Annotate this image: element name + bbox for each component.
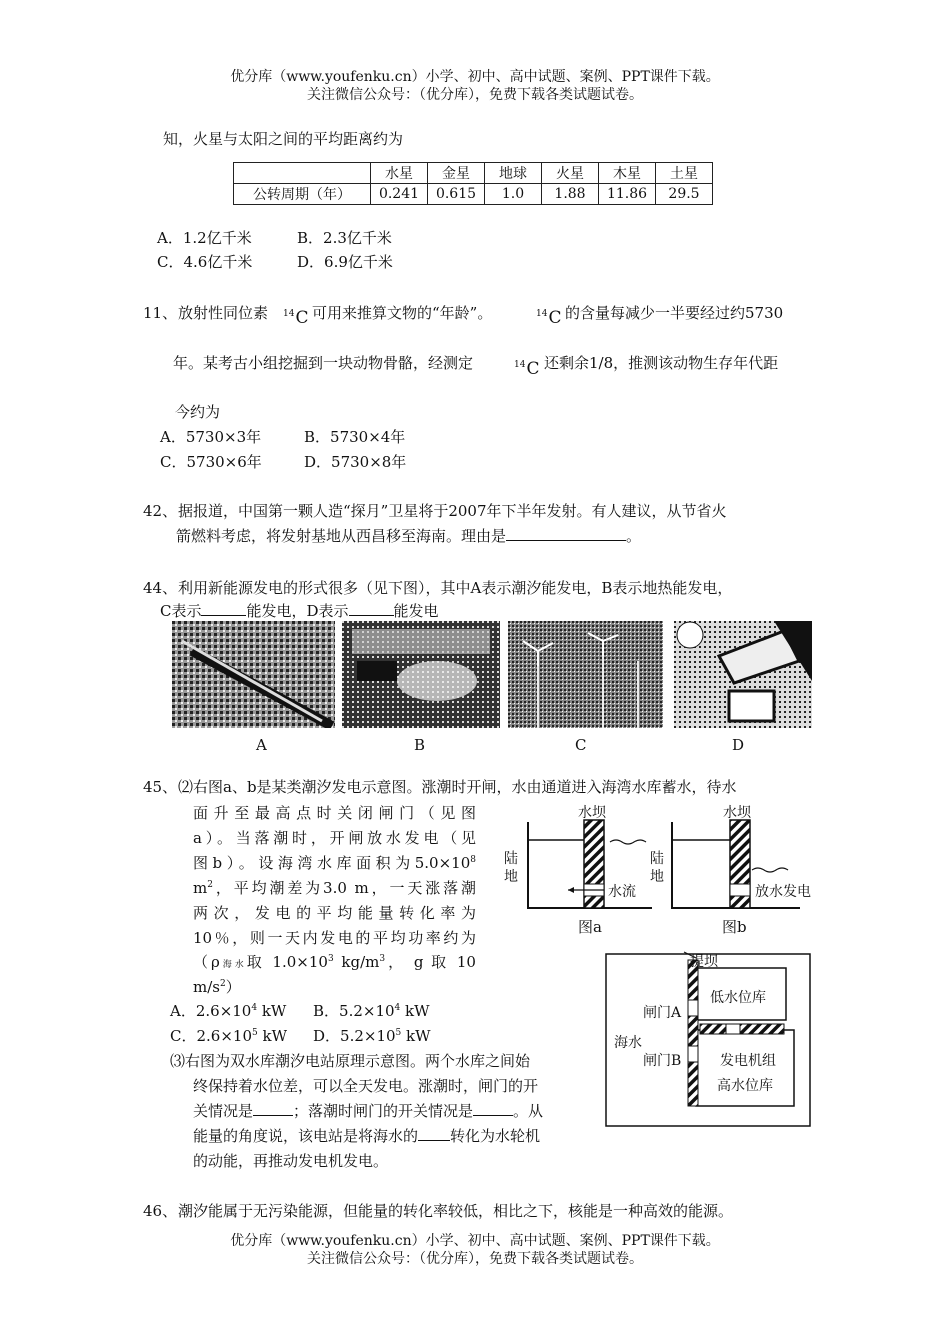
answer-blank xyxy=(349,601,394,616)
table-cell: 0.241 xyxy=(371,184,428,205)
q11-text-part1: 放射性同位素 xyxy=(178,304,269,322)
table-cell: 火星 xyxy=(542,163,599,184)
table-cell: 土星 xyxy=(656,163,713,184)
table-cell xyxy=(234,163,371,184)
table-cell: 11.86 xyxy=(599,184,656,205)
q45-option-b: B．$5.2\times 10^4$ kW xyxy=(313,1002,430,1020)
q45-part3-line3: 关情况是 ；落潮时闸门的开关情况是 。从 xyxy=(193,1102,544,1120)
answer-blank xyxy=(506,526,626,541)
photo-label-a: A xyxy=(256,736,267,754)
answer-blank xyxy=(253,1101,293,1116)
table-header-row xyxy=(234,163,713,184)
q10-option-d: D．6.9亿千米 xyxy=(297,253,393,271)
q46-number: 46、 xyxy=(143,1202,178,1220)
q11-text-part3: 的含量每减少一半要经过约5730 xyxy=(565,304,784,322)
photo-label-c: C xyxy=(575,736,587,754)
q45-part3-line2: 终保持着水位差，可以全天发电。涨潮时，闸门的开 xyxy=(193,1077,539,1095)
sea-water-label: 海水 xyxy=(614,1035,642,1051)
figure-b-caption: 图b xyxy=(722,918,747,936)
dam-label-a: 水坝 xyxy=(578,805,606,821)
q44-line1: 利用新能源发电的形式很多（见下图），其中A表示潮汐能发电，B表示地热能发电， xyxy=(178,579,733,597)
page-footer-line2: 关注微信公众号：（优分库），免费下载各类试题试卷。 xyxy=(307,1251,643,1267)
generator-label: 发电机组 xyxy=(720,1053,776,1069)
solar-power-photo xyxy=(674,621,812,728)
q45-part3-line1: ⑶右图为双水库潮汐电站原理示意图。两个水库之间始 xyxy=(170,1052,531,1070)
q45-option-a: A．$2.6\times 10^4$ kW xyxy=(170,1002,287,1020)
table-cell: 0.615 xyxy=(428,184,485,205)
table-cell: 水星 xyxy=(371,163,428,184)
answer-blank xyxy=(473,1101,513,1116)
wind-power-photo xyxy=(508,621,663,728)
high-reservoir-label: 高水位库 xyxy=(717,1078,773,1094)
table-cell: 1.88 xyxy=(542,184,599,205)
q11-text-part4: 年。某考古小组挖掘到一块动物骨骼，经测定 xyxy=(173,354,474,372)
q45-part2-line2: 面升至最高点时关闭闸门（见图 xyxy=(193,804,476,822)
q42-number: 42、 xyxy=(143,502,178,520)
q10-stem: 知，火星与太阳之间的平均距离约为 xyxy=(163,130,404,148)
land-label-b: 陆地 xyxy=(650,851,664,885)
q11-number: 11、 xyxy=(143,304,178,322)
q11-text-part5: 还剩余1/8，推测该动物生存年代距 xyxy=(544,354,779,372)
q11-option-d: D．5730×8年 xyxy=(304,453,407,471)
q11-option-b: B．5730×4年 xyxy=(304,428,406,446)
q45-part2-line1: ⑵右图a、b是某类潮汐发电示意图。涨潮时开闸，水由通道进入海湾水库蓄水，待水 xyxy=(178,778,737,796)
gate-a-label: 闸门A xyxy=(643,1005,682,1021)
table-cell: 木星 xyxy=(599,163,656,184)
tidal-power-photo xyxy=(172,621,335,728)
table-row-label: 公转周期（年） xyxy=(234,184,371,205)
q10-option-c: C．4.6亿千米 xyxy=(157,253,253,271)
embankment-label: 提坝 xyxy=(690,954,718,970)
q44-number: 44、 xyxy=(143,579,178,597)
q11-text-part2: 可用来推算文物的“年龄”。 xyxy=(312,304,493,322)
q11-option-c: C．5730×6年 xyxy=(160,453,262,471)
answer-blank xyxy=(418,1126,450,1141)
q42-line2: 箭燃料考虑，将发射基地从西昌移至海南。理由是 。 xyxy=(176,527,642,545)
geothermal-power-photo xyxy=(342,621,500,728)
q11-option-a: A．5730×3年 xyxy=(160,428,262,446)
table-cell: 地球 xyxy=(485,163,542,184)
table-cell: 29.5 xyxy=(656,184,713,205)
q45-option-c: C．$2.6\times 10^5$ kW xyxy=(170,1027,288,1045)
table-cell: 金星 xyxy=(428,163,485,184)
water-flow-label: 水流 xyxy=(608,884,636,900)
q45-part2-line9: $m/s^2$） xyxy=(193,978,241,996)
page-header-line1: 优分库（www.youfenku.cn）小学、初中、高中试题、案例、PPT课件下载。 xyxy=(230,69,720,85)
table-row xyxy=(234,184,713,205)
page-footer-line1: 优分库（www.youfenku.cn）小学、初中、高中试题、案例、PPT课件下载。 xyxy=(230,1233,720,1249)
table-cell: 1.0 xyxy=(485,184,542,205)
photo-label-b: B xyxy=(414,736,426,754)
q45-part3-line5: 的动能，再推动发电机发电。 xyxy=(193,1152,389,1170)
land-label-a: 陆地 xyxy=(504,851,518,885)
release-power-label: 放水发电 xyxy=(755,884,811,900)
orbit-period-table xyxy=(233,162,713,205)
photo-label-d: D xyxy=(732,736,745,754)
dam-label-b: 水坝 xyxy=(723,805,751,821)
q44-line2: C表示 能发电，D表示 能发电 xyxy=(160,602,439,620)
low-reservoir-label: 低水位库 xyxy=(710,990,766,1006)
q45-part2-line6: 两次，发电的平均能量转化率为 xyxy=(193,904,476,922)
isotope-c14: $^{14}$C xyxy=(283,308,309,328)
isotope-c14: $^{14}$C xyxy=(514,359,540,379)
q11-text-part6: 今约为 xyxy=(175,403,221,421)
q45-number: 45、 xyxy=(143,778,178,796)
gate-b-label: 闸门B xyxy=(643,1053,682,1069)
q45-part2-line5: $m^2$，平均潮差为3.0 m，一天涨落潮 xyxy=(193,879,476,897)
answer-blank xyxy=(201,601,246,616)
q45-part2-line3: a）。当落潮时，开闸放水发电（见 xyxy=(193,829,476,847)
q42-line1: 据报道，中国第一颗人造“探月”卫星将于2007年下半年发射。有人建议，从节省火 xyxy=(178,502,727,520)
q10-option-b: B．2.3亿千米 xyxy=(297,229,392,247)
q10-option-a: A．1.2亿千米 xyxy=(157,229,252,247)
q46-line1: 潮汐能属于无污染能源，但能量的转化率较低，相比之下，核能是一种高效的能源。 xyxy=(178,1202,734,1220)
q45-option-d: D．$5.2\times 10^5$ kW xyxy=(313,1027,431,1045)
page-header-line2: 关注微信公众号：（优分库），免费下载各类试题试卷。 xyxy=(307,87,643,103)
q45-part3-line4: 能量的角度说，该电站是将海水的 转化为水轮机 xyxy=(193,1127,541,1145)
q45-part2-line7: 10％，则一天内发电的平均功率约为 xyxy=(193,929,476,947)
q45-part2-line8: （ρ海水取 $1.0\times 10^3$ $kg/m^3$， g 取 10 xyxy=(193,953,476,971)
figure-a-caption: 图a xyxy=(578,918,602,936)
q45-part2-line4: 图b）。设海湾水库面积为$5.0\times 10^8$ xyxy=(193,854,476,872)
isotope-c14: $^{14}$C xyxy=(536,308,562,328)
